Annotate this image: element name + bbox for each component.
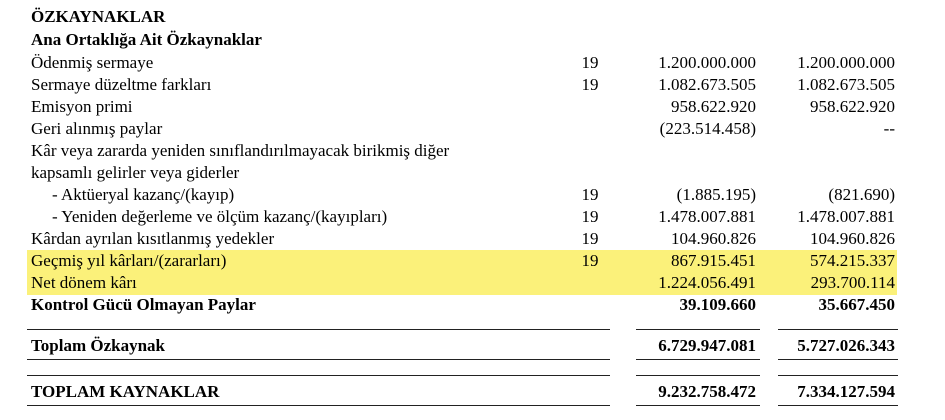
row-note: 19 <box>581 53 599 72</box>
row-note: 19 <box>581 229 599 248</box>
row-value-current: 9.232.758.472 <box>658 382 756 401</box>
subsection-title-row <box>0 29 945 51</box>
row-value-current: 1.082.673.505 <box>658 75 756 94</box>
row-note: 19 <box>581 185 599 204</box>
row-note: 19 <box>581 251 599 270</box>
row-label: TOPLAM KAYNAKLAR <box>31 382 220 401</box>
table-row <box>0 52 945 74</box>
row-note: 19 <box>581 75 599 94</box>
row-note: 19 <box>581 207 599 226</box>
table-row <box>0 74 945 96</box>
total-equity-row <box>0 335 945 357</box>
table-row <box>0 118 945 140</box>
table-row <box>0 184 945 206</box>
table-row <box>0 162 945 184</box>
row-value-current: 1.224.056.491 <box>658 273 756 292</box>
row-value-prior: 35.667.450 <box>818 295 895 314</box>
row-value-current: 104.960.826 <box>671 229 756 248</box>
row-label: Geri alınmış paylar <box>31 119 163 138</box>
row-label: Net dönem kârı <box>31 273 137 292</box>
table-row <box>0 250 945 272</box>
divider <box>778 375 898 376</box>
row-value-current: (223.514.458) <box>659 119 756 138</box>
total-resources-row <box>0 381 945 403</box>
row-label: Kâr veya zararda yeniden sınıflandırılmayacak birikmiş diğer <box>31 141 450 160</box>
row-value-prior: 293.700.114 <box>810 273 895 292</box>
row-label: - Yeniden değerleme ve ölçüm kazanç/(kayıpları) <box>52 207 388 226</box>
row-label: Kârdan ayrılan kısıtlanmış yedekler <box>31 229 275 248</box>
row-value-current: 39.109.660 <box>679 295 756 314</box>
row-label: Geçmiş yıl kârları/(zararları) <box>31 251 227 270</box>
divider <box>636 405 760 406</box>
row-value-current: (1.885.195) <box>676 185 756 204</box>
row-value-prior: 958.622.920 <box>810 97 895 116</box>
row-value-current: 958.622.920 <box>671 97 756 116</box>
row-value-current: 867.915.451 <box>671 251 756 270</box>
divider <box>27 405 610 406</box>
row-value-prior: 104.960.826 <box>810 229 895 248</box>
divider <box>636 359 760 360</box>
divider <box>778 329 898 330</box>
divider <box>27 375 610 376</box>
divider <box>636 375 760 376</box>
table-row <box>0 206 945 228</box>
row-value-prior: 1.478.007.881 <box>797 207 895 226</box>
row-value-prior: 7.334.127.594 <box>797 382 895 401</box>
row-label: Ödenmiş sermaye <box>31 53 154 72</box>
row-label: - Aktüeryal kazanç/(kayıp) <box>52 185 235 204</box>
section-title-row <box>0 6 945 28</box>
divider <box>27 329 610 330</box>
row-value-prior: 1.082.673.505 <box>797 75 895 94</box>
table-row <box>0 228 945 250</box>
row-value-prior: 1.200.000.000 <box>797 53 895 72</box>
row-value-prior: (821.690) <box>828 185 895 204</box>
section-title: ÖZKAYNAKLAR <box>31 7 166 26</box>
divider <box>778 405 898 406</box>
divider <box>27 359 610 360</box>
row-value-prior: 5.727.026.343 <box>797 336 895 355</box>
row-value-current: 6.729.947.081 <box>658 336 756 355</box>
row-value-prior: -- <box>883 119 895 138</box>
table-row <box>0 272 945 294</box>
table-row <box>0 96 945 118</box>
row-label: kapsamlı gelirler veya giderler <box>31 163 240 182</box>
table-row <box>0 140 945 162</box>
subsection-title: Ana Ortaklığa Ait Özkaynaklar <box>31 30 262 49</box>
row-value-current: 1.200.000.000 <box>658 53 756 72</box>
row-label: Kontrol Gücü Olmayan Paylar <box>31 295 256 314</box>
row-label: Toplam Özkaynak <box>31 336 165 355</box>
minority-interest-row <box>0 294 945 316</box>
row-value-prior: 574.215.337 <box>810 251 895 270</box>
row-label: Emisyon primi <box>31 97 133 116</box>
row-label: Sermaye düzeltme farkları <box>31 75 212 94</box>
row-value-current: 1.478.007.881 <box>658 207 756 226</box>
divider <box>778 359 898 360</box>
divider <box>636 329 760 330</box>
